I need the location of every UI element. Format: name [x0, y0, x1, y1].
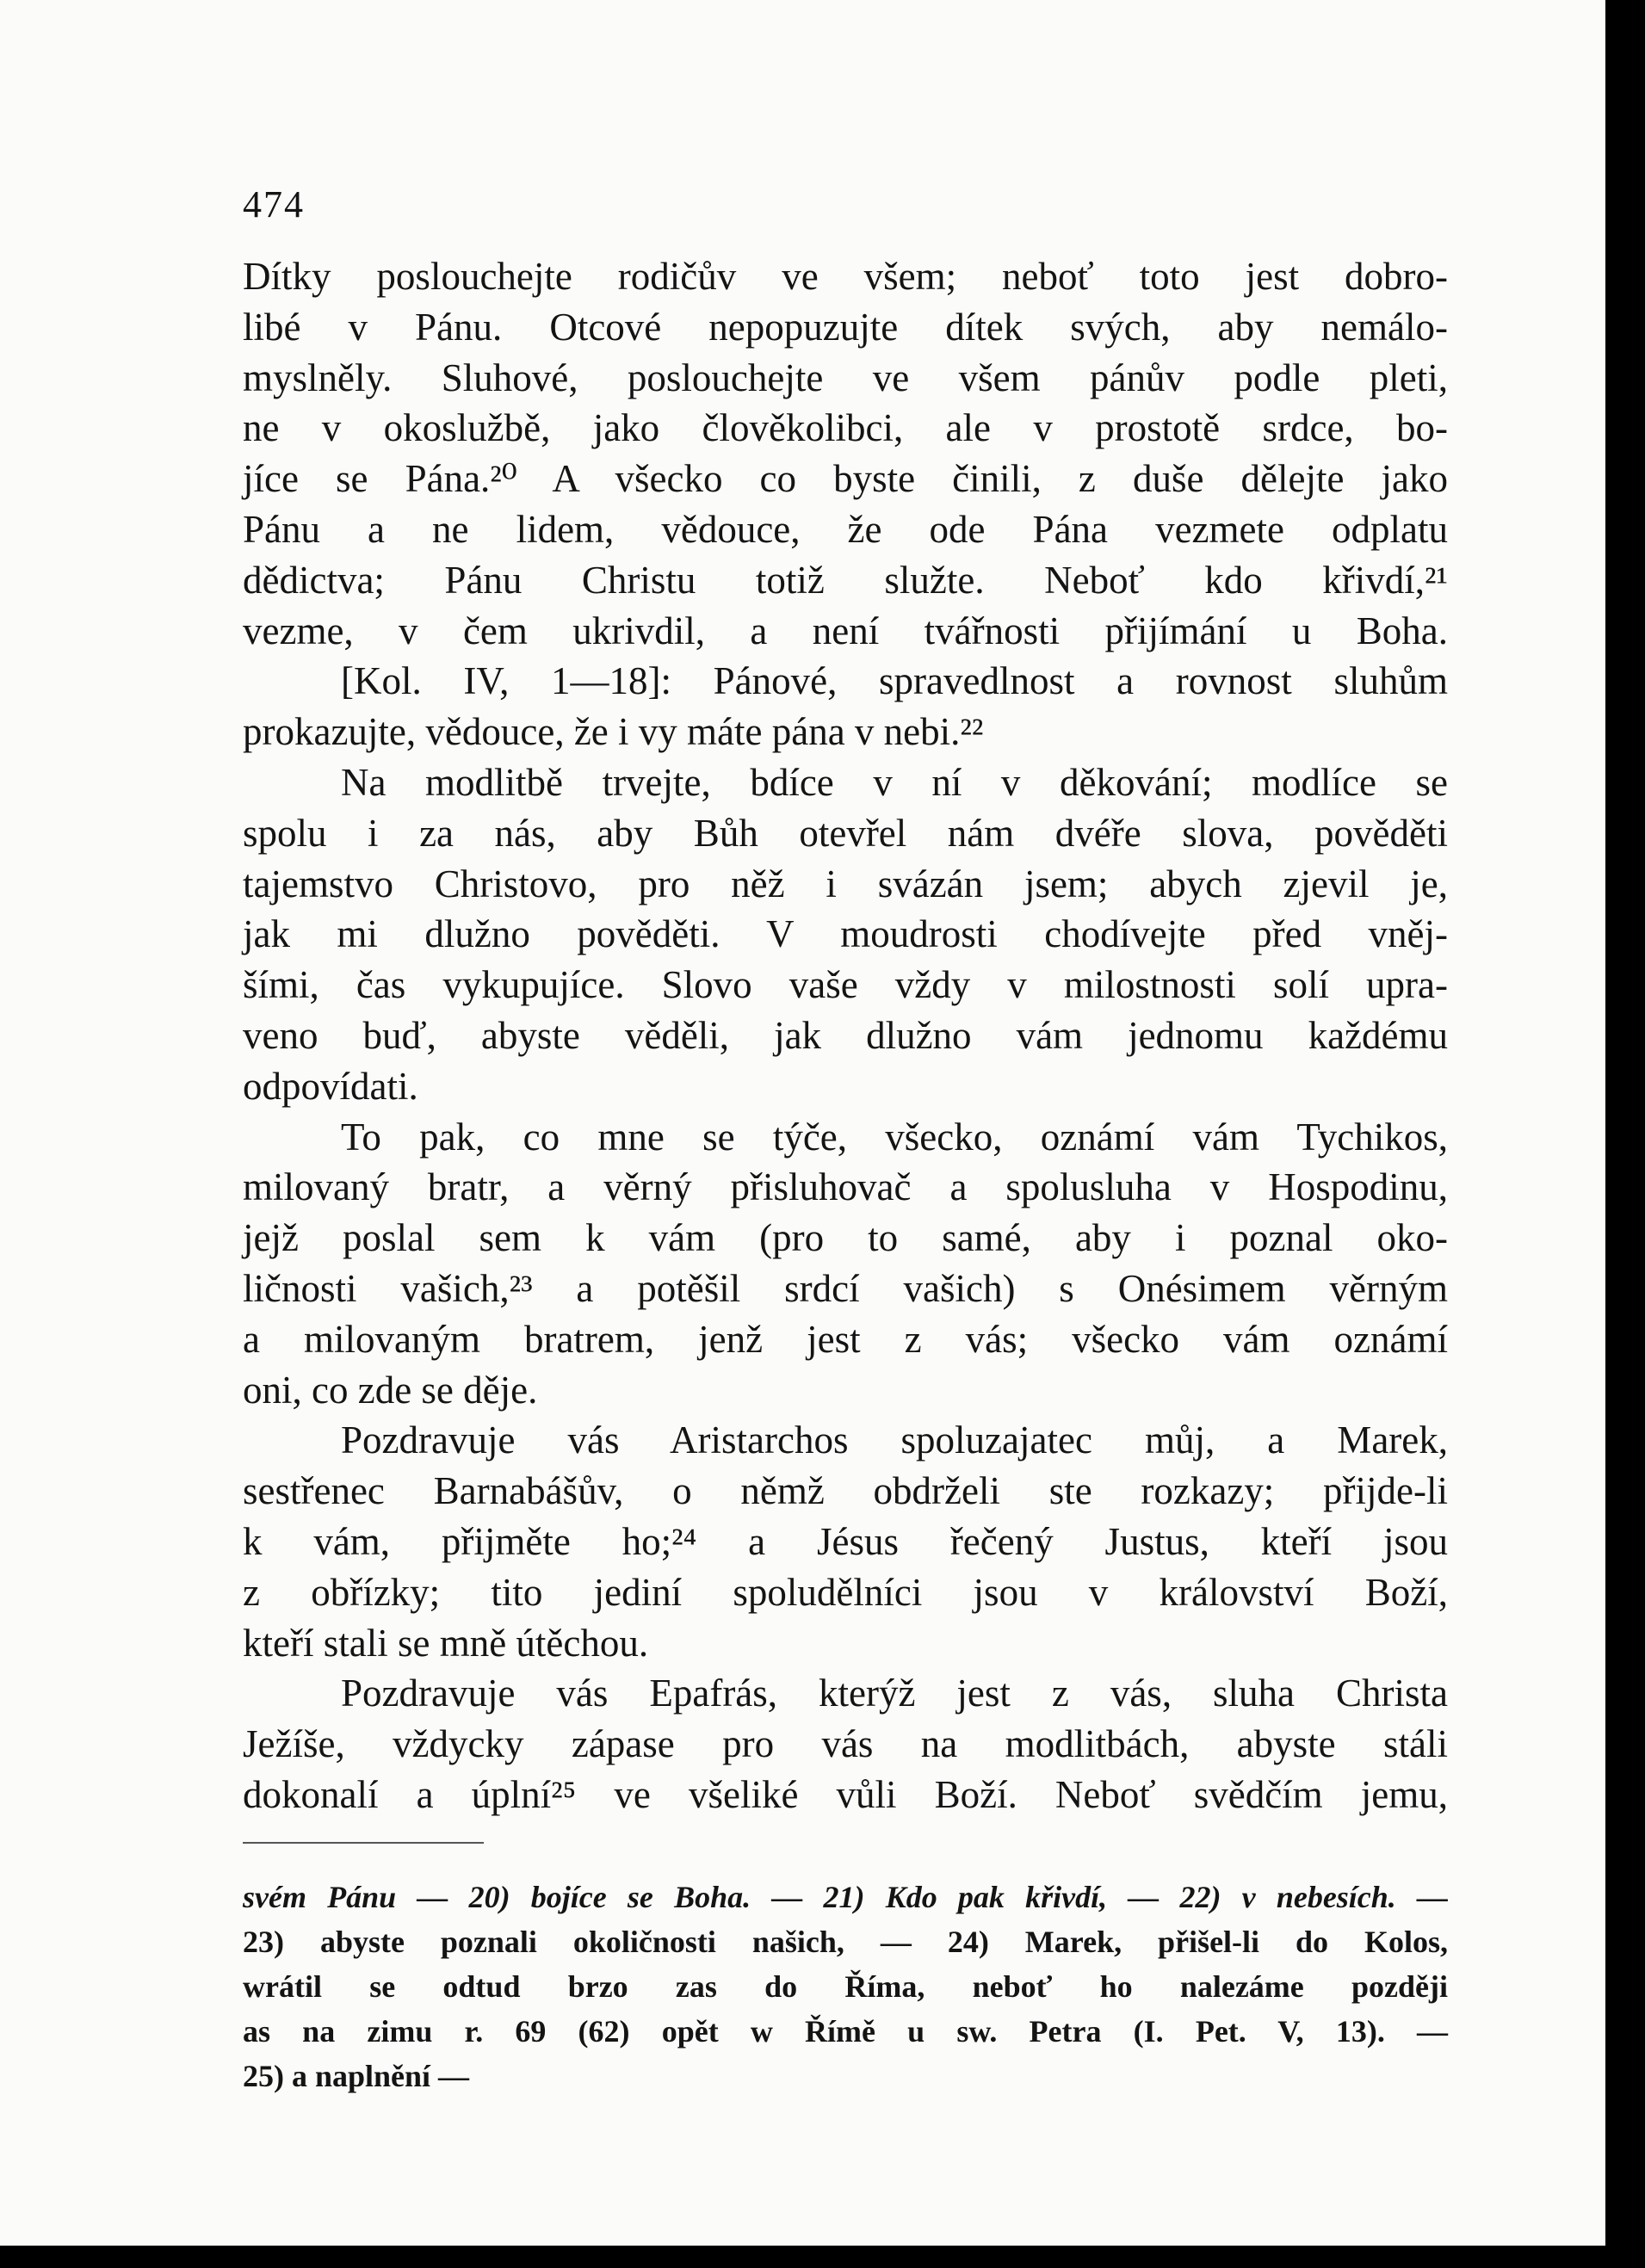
footnote-line: 23) abyste poznali okoličnosti našich, — 24) Marek, přišel-li do Kolos,	[243, 1925, 1448, 1959]
footnote-line: svém Pánu — 20) bojíce se Boha. — 21) Kdo pak křivdí, — 22) v nebesích. —	[243, 1880, 1448, 1914]
text-line: jak mi dlužno pověděti. V moudrosti chodívejte před vněj-	[243, 912, 1448, 956]
text-line: sestřenec Barnabášův, o němž obdrželi ste rozkazy; přijde-li	[243, 1469, 1448, 1513]
text-line: prokazujte, vědouce, že i vy máte pána v nebi.²²	[243, 710, 984, 754]
scan-border-right	[1605, 0, 1645, 2268]
text-line: spolu i za nás, aby Bůh otevřel nám dvéře slova, pověděti	[243, 811, 1448, 855]
text-line: To pak, co mne se týče, všecko, oznámí vám Tychikos,	[341, 1115, 1448, 1159]
text-line: k vám, přijměte ho;²⁴ a Jésus řečený Justus, kteří jsou	[243, 1519, 1448, 1563]
text-line: myslněly. Sluhové, poslouchejte ve všem pánův podle pleti,	[243, 355, 1448, 399]
text-line: Na modlitbě trvejte, bdíce v ní v děkování; modlíce se	[341, 760, 1448, 804]
text-line: [Kol. IV, 1—18]: Pánové, spravedlnost a rovnost sluhům	[341, 659, 1448, 703]
text-line: veno buď, abyste věděli, jak dlužno vám jednomu každému	[243, 1013, 1448, 1057]
footnote-line: wrátil se odtud brzo zas do Říma, neboť ho nalezáme později	[243, 1969, 1448, 2004]
text-line: ličnosti vašich,²³ a potěšil srdcí vašich) s Onésimem věrným	[243, 1266, 1448, 1310]
page-number: 474	[243, 183, 305, 226]
footnote-line: 25) a naplnění —	[243, 2059, 470, 2093]
text-line: tajemstvo Christovo, pro něž i svázán jsem; abych zjevil je,	[243, 862, 1448, 905]
text-line: a milovaným bratrem, jenž jest z vás; všecko vám oznámí	[243, 1317, 1448, 1361]
footnote-divider	[243, 1842, 484, 1844]
scan-border-bottom	[0, 2246, 1645, 2268]
text-line: z obřízky; tito jediní spoludělníci jsou v království Boží,	[243, 1570, 1448, 1614]
text-line: vezme, v čem ukrivdil, a není tvářnosti přijímání u Boha.	[243, 609, 1448, 652]
text-line: jíce se Pána.²⁰ A všecko co byste činili, z duše dělejte jako	[243, 457, 1448, 501]
text-line: oni, co zde se děje.	[243, 1368, 538, 1412]
text-line: Pozdravuje vás Aristarchos spoluzajatec můj, a Marek,	[341, 1418, 1448, 1462]
text-line: odpovídati.	[243, 1064, 418, 1108]
text-line: Pánu a ne lidem, vědouce, že ode Pána vezmete odplatu	[243, 507, 1448, 551]
text-line: dokonalí a úplní²⁵ ve všeliké vůli Boží. Neboť svědčím jemu,	[243, 1772, 1448, 1816]
text-line: Pozdravuje vás Epafrás, kterýž jest z vás, sluha Christa	[341, 1672, 1448, 1715]
text-line: kteří stali se mně útěchou.	[243, 1621, 649, 1665]
body-text	[243, 251, 1448, 1820]
text-line: Ježíše, vždycky zápase pro vás na modlitbách, abyste stáli	[243, 1722, 1448, 1766]
text-line: šími, čas vykupujíce. Slovo vaše vždy v milostnosti solí upra-	[243, 963, 1448, 1007]
text-line: Dítky poslouchejte rodičův ve všem; neboť toto jest dobro-	[243, 255, 1448, 298]
text-line: milovaný bratr, a věrný přisluhovač a spolusluha v Hospodinu,	[243, 1165, 1448, 1209]
text-line: dědictva; Pánu Christu totiž služte. Neboť kdo křivdí,²¹	[243, 558, 1448, 602]
footnotes	[243, 1875, 1448, 2098]
footnote-line: as na zimu r. 69 (62) opět w Římě u sw. Petra (I. Pet. V, 13). —	[243, 2014, 1448, 2049]
text-line: libé v Pánu. Otcové nepopuzujte dítek svých, aby nemálo-	[243, 305, 1448, 349]
text-line: ne v okoslužbě, jako člověkolibci, ale v prostotě srdce, bo-	[243, 406, 1448, 450]
text-line: jejž poslal sem k vám (pro to samé, aby i poznal oko-	[243, 1216, 1448, 1260]
